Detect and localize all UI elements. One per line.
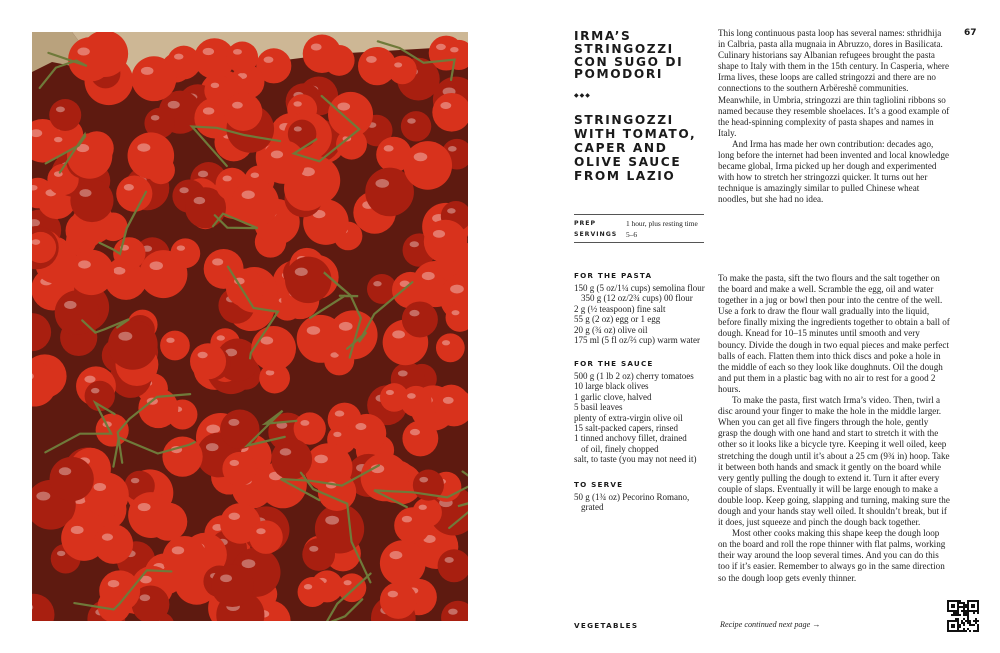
recipe-title: IRMA’S STRINGOZZI CON SUGO DI POMODORI bbox=[574, 29, 684, 82]
method-text bbox=[718, 273, 950, 584]
method-paragraph: To make the pasta, sift the two flours and the salt together on the board and make a well. Scramble the egg, oil and water together in a jug or bowl then pour into the centre of the well. Use a fork to draw the flour wall gradually into the liquid, before finally mixing the ingredients together to obtain a ball of dough. Knead for 10–15 minutes until smooth and very bouncy. Divide the dough in two equal pieces and make perfect balls of each. Flatten them into thick discs and poke a hole in the middle of each so they look like doughnuts. Oil the dough and put them in a plastic bag with no air to rest for a good 2 hours. bbox=[718, 273, 950, 394]
servings-label: SERVINGS bbox=[574, 231, 618, 238]
ingredient-item: 10 large black olives bbox=[574, 381, 649, 392]
tomato-image bbox=[32, 32, 468, 621]
ingredient-item: 2 g (½ teaspoon) fine salt bbox=[574, 303, 666, 314]
prep-value: 1 hour, plus resting time bbox=[626, 219, 698, 228]
ingredient-item: of oil, finely chopped bbox=[581, 443, 659, 454]
ingredient-item: grated bbox=[581, 502, 604, 513]
ingredient-item: 350 g (12 oz/2¾ cups) 00 flour bbox=[581, 293, 693, 304]
recipe-subtitle: STRINGOZZI WITH TOMATO, CAPER AND OLIVE SAUCE FROM LAZIO bbox=[574, 113, 697, 183]
serve-ingredient-list bbox=[574, 492, 714, 513]
ingredient-item: plenty of extra-virgin olive oil bbox=[574, 412, 683, 423]
intro-text bbox=[718, 28, 950, 206]
ingredient-item: 150 g (5 oz/1¼ cups) semolina flour bbox=[574, 283, 705, 293]
cherry-tomatoes-photo bbox=[32, 32, 468, 621]
intro-paragraph: And Irma has made her own contribution: decades ago, long before the internet had been invented and local knowledge became global, Irma picked up her dough and experimented with how to stretch her stringozzi quicker. It turns out her technique is amazingly similar to pulled Chinese wheat noodles, but she had no idea. bbox=[718, 138, 950, 205]
ingredient-item: 15 salt-packed capers, rinsed bbox=[574, 423, 678, 434]
meta-rule-bottom bbox=[574, 242, 704, 243]
ingredient-item: 50 g (1¾ oz) Pecorino Romano, bbox=[574, 492, 690, 502]
intro-paragraph: This long continuous pasta loop has several names: sthridhija in Calbria, pasta alla mugnaia in Abruzzo, dores in Basilicata. Culinary historians say Albanian refugees brought the pasta shape to Italy with them in the 15th century. In Casperia, where Irma lives, these loops are called stringozzi and there are no connections to the southern Arbëreshë communities. Meanwhile, in Umbria, stringozzi are thin tagliolini ribbons so named because they resemble shoelaces. It’s a good example of the head-spinning complexity of pasta shapes and names in Italy. bbox=[718, 28, 950, 138]
ingredient-item: 20 g (¾ oz) olive oil bbox=[574, 324, 648, 335]
qr-code-icon[interactable] bbox=[947, 600, 979, 632]
method-paragraph: Most other cooks making this shape keep the dough loop on the board and roll the rope thinner with flat palms, working their way around the loop several times. And you can do this too if it’s easier. Remember to always go in the same direction so the dough loop gets evenly thinner. bbox=[718, 528, 946, 583]
ingredient-item: 500 g (1 lb 2 oz) cherry tomatoes bbox=[574, 371, 694, 381]
ingredient-item: 55 g (2 oz) egg or 1 egg bbox=[574, 314, 661, 325]
method-paragraph: To make the pasta, first watch Irma’s video. Then, twirl a disc around your finger to make the hole in the middle larger. When you can get all five fingers through the hole, gently grasp the dough with one hand and start to stretch it with the other so it looks like a bicycle tyre. Keeping it well oiled, keep stretching the dough until it’s about a 25 cm (9¾ in) hoop. Take it between both hands and smack it gently on the board while very gently pulling the dough to extend it. Turn it after every couple of slaps. Eventually it will be large enough to make a double loop. Keep going, slapping and turning, making sure the dough and your hands stay well oiled. It shouldn’t break, but if it does, just squeeze and pinch the dough back together. bbox=[718, 395, 950, 528]
meta-rule-top bbox=[574, 214, 704, 215]
ingredient-item: 175 ml (5 fl oz/⅔ cup) warm water bbox=[574, 335, 700, 346]
ingredient-item: 1 garlic clove, halved bbox=[574, 391, 652, 402]
page-number: 67 bbox=[964, 28, 977, 38]
qr-code-graphic bbox=[947, 600, 979, 632]
prep-label: PREP bbox=[574, 220, 597, 227]
ingredient-item: 5 basil leaves bbox=[574, 402, 623, 413]
serve-heading: TO SERVE bbox=[574, 480, 624, 489]
pasta-ingredient-list bbox=[574, 283, 714, 345]
prep-row bbox=[574, 218, 704, 229]
section-footer: VEGETABLES bbox=[574, 621, 639, 630]
servings-value: 5–6 bbox=[626, 230, 638, 239]
ingredient-item: salt, to taste (you may not need it) bbox=[574, 454, 697, 465]
pasta-heading: FOR THE PASTA bbox=[574, 271, 653, 280]
servings-row bbox=[574, 229, 704, 240]
title-ornament: ◆◆◆ bbox=[574, 92, 591, 99]
sauce-ingredient-list bbox=[574, 371, 714, 465]
ingredient-item: 1 tinned anchovy fillet, drained bbox=[574, 433, 687, 444]
continued-note: Recipe continued next page → bbox=[720, 620, 821, 629]
sauce-heading: FOR THE SAUCE bbox=[574, 359, 654, 368]
recipe-meta bbox=[574, 218, 704, 240]
